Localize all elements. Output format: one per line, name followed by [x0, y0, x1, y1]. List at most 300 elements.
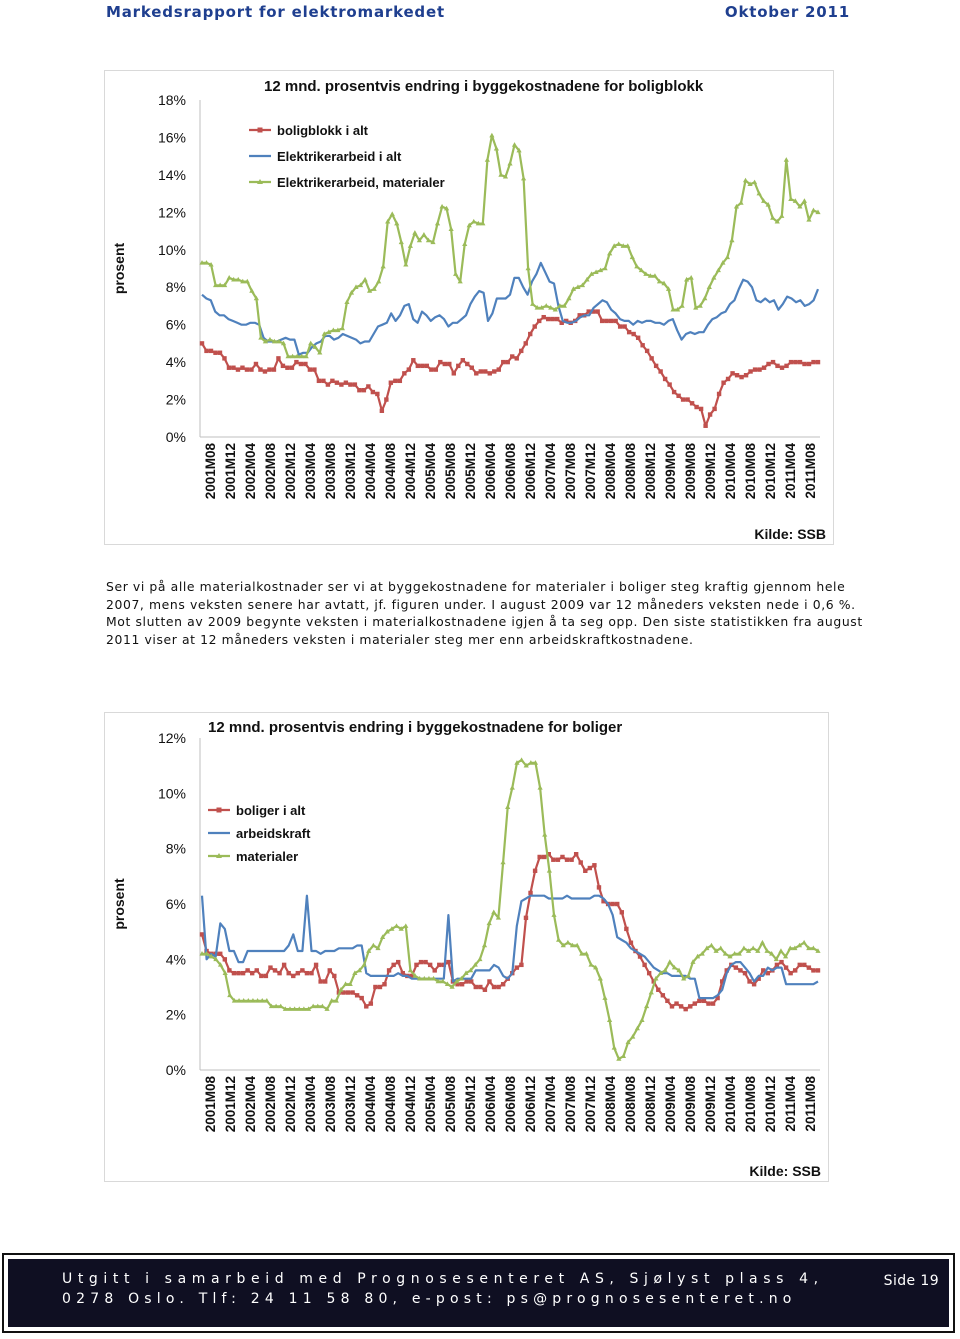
data-point-marker	[802, 362, 806, 366]
data-point-marker	[793, 968, 797, 972]
data-point-marker	[622, 324, 626, 328]
y-tick-label: 2%	[165, 391, 186, 408]
data-point-marker	[600, 319, 604, 323]
report-date: Oktober 2011	[724, 3, 850, 21]
x-tick-label: 2008M08	[623, 1076, 638, 1133]
x-tick-label: 2005M12	[463, 1076, 478, 1133]
data-point-marker	[780, 366, 784, 370]
x-tick-label: 2009M12	[703, 1076, 718, 1133]
data-point-marker	[346, 990, 350, 994]
x-tick-label: 2010M08	[743, 443, 758, 500]
data-point-marker	[515, 356, 519, 360]
data-point-marker	[323, 979, 327, 983]
data-point-marker	[360, 996, 364, 1000]
page-header	[0, 0, 960, 26]
data-point-marker	[387, 968, 391, 972]
data-point-marker	[357, 388, 361, 392]
data-point-marker	[294, 360, 298, 364]
data-point-marker	[328, 968, 332, 972]
x-tick-label: 2005M04	[423, 1076, 438, 1133]
data-point-marker	[560, 855, 564, 859]
data-point-marker	[685, 397, 689, 401]
legend-marker	[258, 128, 263, 133]
data-point-marker	[259, 974, 263, 978]
data-point-marker	[308, 367, 312, 371]
footer-band	[8, 1259, 949, 1327]
data-point-marker	[739, 375, 743, 379]
data-point-marker	[735, 373, 739, 377]
data-point-marker	[624, 927, 628, 931]
legend-marker	[217, 808, 222, 813]
data-point-marker	[583, 869, 587, 873]
data-point-marker	[730, 371, 734, 375]
data-point-marker	[398, 379, 402, 383]
x-tick-label: 2009M04	[663, 1076, 678, 1133]
data-point-marker	[524, 341, 528, 345]
data-point-marker	[290, 366, 294, 370]
page-footer	[2, 1253, 955, 1333]
data-point-marker	[703, 424, 707, 428]
data-point-marker	[712, 407, 716, 411]
data-point-marker	[227, 366, 231, 370]
data-point-marker	[483, 369, 487, 373]
data-point-marker	[382, 982, 386, 986]
y-tick-label: 8%	[165, 840, 186, 857]
x-tick-label: 2008M04	[603, 443, 618, 500]
legend-label: boliger i alt	[236, 803, 306, 818]
data-point-marker	[223, 957, 227, 961]
data-point-marker	[434, 367, 438, 371]
data-point-marker	[213, 351, 217, 355]
data-point-marker	[528, 332, 532, 336]
data-point-marker	[528, 891, 532, 895]
data-point-marker	[762, 366, 766, 370]
x-tick-label: 2008M12	[643, 443, 658, 500]
data-point-marker	[314, 963, 318, 967]
x-tick-label: 2002M08	[263, 443, 278, 500]
x-tick-label: 2007M12	[583, 1076, 598, 1133]
data-point-marker	[268, 965, 272, 969]
x-tick-label: 2007M12	[583, 443, 598, 500]
data-point-marker	[364, 1004, 368, 1008]
data-point-marker	[428, 963, 432, 967]
x-tick-label: 2011M08	[803, 1076, 818, 1132]
data-point-marker	[537, 319, 541, 323]
data-point-marker	[414, 963, 418, 967]
data-point-marker	[384, 397, 388, 401]
data-point-marker	[231, 366, 235, 370]
x-tick-label: 2002M04	[243, 443, 258, 500]
data-point-marker	[613, 319, 617, 323]
data-point-marker	[670, 1004, 674, 1008]
data-point-marker	[332, 974, 336, 978]
body-paragraph: Ser vi på alle materialkostnader ser vi at byggekostnadene for materialer i boliger steg kraftig gjennom hele 2007, mens veksten senere har avtatt, jf. figuren under. I august 2009 var 12 måneders veksten nede i 0,6 %. Mot slutten av 2009 begynte veksten i materialkostnadene igjen å ta seg opp. Den siste statistikken fra august 2011 viser at 12 måneders veksten i materialer steg mer enn arbeidskraftkostnadene.	[106, 579, 863, 647]
chart-boliger-svg	[104, 712, 829, 1182]
data-point-marker	[299, 362, 303, 366]
data-point-marker	[218, 351, 222, 355]
data-point-marker	[645, 349, 649, 353]
data-point-marker	[355, 993, 359, 997]
x-tick-label: 2004M04	[363, 443, 378, 500]
data-point-marker	[519, 963, 523, 967]
data-point-marker	[241, 971, 245, 975]
data-point-marker	[615, 902, 619, 906]
data-point-marker	[807, 965, 811, 969]
footer-line-1: Utgitt i samarbeid med Prognosesenteret AS, Sjølyst plass 4,	[62, 1271, 824, 1287]
y-tick-label: 6%	[165, 896, 186, 912]
data-point-marker	[492, 985, 496, 989]
data-point-marker	[519, 349, 523, 353]
data-point-marker	[460, 982, 464, 986]
data-point-marker	[788, 971, 792, 975]
data-point-marker	[309, 971, 313, 975]
data-point-marker	[699, 407, 703, 411]
data-point-marker	[497, 367, 501, 371]
data-point-marker	[658, 369, 662, 373]
data-point-marker	[317, 379, 321, 383]
data-point-marker	[510, 354, 514, 358]
data-point-marker	[464, 979, 468, 983]
data-point-marker	[631, 332, 635, 336]
chart-title: 12 mnd. prosentvis endring i byggekostnadene for boliger	[208, 719, 623, 736]
data-point-marker	[305, 971, 309, 975]
x-tick-label: 2008M12	[643, 1076, 658, 1133]
data-point-marker	[344, 381, 348, 385]
y-tick-label: 12%	[157, 730, 186, 746]
y-tick-label: 4%	[165, 354, 186, 371]
data-point-marker	[676, 394, 680, 398]
x-tick-label: 2005M12	[463, 443, 478, 500]
x-tick-label: 2004M12	[403, 1076, 418, 1133]
y-tick-label: 10%	[157, 785, 186, 802]
data-point-marker	[423, 960, 427, 964]
data-point-marker	[437, 963, 441, 967]
data-point-marker	[642, 963, 646, 967]
data-point-marker	[433, 968, 437, 972]
data-point-marker	[672, 390, 676, 394]
data-point-marker	[391, 963, 395, 967]
data-point-marker	[816, 968, 820, 972]
data-point-marker	[738, 968, 742, 972]
x-tick-label: 2001M12	[223, 1076, 238, 1133]
data-point-marker	[200, 932, 204, 936]
data-point-marker	[469, 979, 473, 983]
data-point-marker	[747, 979, 751, 983]
x-tick-label: 2004M08	[383, 1076, 398, 1133]
y-axis-label: prosent	[111, 878, 127, 930]
x-tick-label: 2006M04	[483, 1076, 498, 1133]
legend-label: Elektrikerarbeid, materialer	[277, 175, 445, 190]
x-tick-label: 2009M04	[663, 443, 678, 500]
x-tick-label: 2002M04	[243, 1076, 258, 1133]
data-point-marker	[318, 979, 322, 983]
data-point-marker	[604, 319, 608, 323]
data-point-marker	[258, 367, 262, 371]
x-tick-label: 2006M12	[523, 443, 538, 500]
data-point-marker	[267, 367, 271, 371]
data-point-marker	[273, 968, 277, 972]
data-point-marker	[492, 369, 496, 373]
data-point-marker	[362, 388, 366, 392]
data-point-marker	[654, 364, 658, 368]
data-point-marker	[276, 356, 280, 360]
data-point-marker	[595, 309, 599, 313]
data-point-marker	[649, 356, 653, 360]
data-point-marker	[771, 360, 775, 364]
chart-boligblokk-svg	[104, 70, 834, 545]
x-tick-label: 2010M08	[743, 1076, 758, 1133]
data-point-marker	[721, 381, 725, 385]
data-point-marker	[348, 382, 352, 386]
data-point-marker	[227, 968, 231, 972]
data-point-marker	[218, 952, 222, 956]
chart-title: 12 mnd. prosentvis endring i byggekostnadene for boligblokk	[264, 78, 704, 95]
y-tick-label: 14%	[157, 166, 186, 183]
x-tick-label: 2010M04	[723, 443, 738, 500]
data-point-marker	[551, 317, 555, 321]
data-point-marker	[784, 965, 788, 969]
data-point-marker	[296, 971, 300, 975]
x-tick-label: 2009M08	[683, 1076, 698, 1133]
data-point-marker	[784, 364, 788, 368]
chart-boliger	[104, 712, 829, 1182]
data-point-marker	[479, 369, 483, 373]
chart-source: Kilde: SSB	[749, 1163, 821, 1179]
x-tick-label: 2005M08	[443, 443, 458, 500]
data-point-marker	[263, 369, 267, 373]
data-point-marker	[446, 960, 450, 964]
x-tick-label: 2001M08	[203, 1076, 218, 1133]
data-point-marker	[396, 960, 400, 964]
x-tick-label: 2010M04	[723, 1076, 738, 1133]
data-point-marker	[501, 360, 505, 364]
data-point-marker	[245, 367, 249, 371]
legend-label: Elektrikerarbeid i alt	[277, 149, 402, 164]
data-point-marker	[282, 963, 286, 967]
data-point-marker	[798, 963, 802, 967]
x-tick-label: 2006M08	[503, 443, 518, 500]
data-point-marker	[222, 356, 226, 360]
data-point-marker	[255, 968, 259, 972]
data-point-marker	[542, 855, 546, 859]
data-point-marker	[807, 362, 811, 366]
data-point-marker	[326, 382, 330, 386]
data-point-marker	[443, 362, 447, 366]
data-point-marker	[793, 360, 797, 364]
data-point-marker	[312, 367, 316, 371]
y-tick-label: 10%	[157, 241, 186, 258]
data-point-marker	[452, 371, 456, 375]
x-tick-label: 2002M12	[283, 443, 298, 500]
data-point-marker	[272, 367, 276, 371]
data-point-marker	[537, 855, 541, 859]
data-point-marker	[667, 382, 671, 386]
data-point-marker	[389, 381, 393, 385]
data-point-marker	[483, 988, 487, 992]
x-tick-label: 2006M04	[483, 443, 498, 500]
data-point-marker	[663, 377, 667, 381]
data-point-marker	[620, 910, 624, 914]
data-point-marker	[556, 858, 560, 862]
legend-label: arbeidskraft	[236, 826, 311, 841]
data-point-marker	[744, 373, 748, 377]
y-tick-label: 0%	[165, 429, 186, 445]
data-point-marker	[501, 982, 505, 986]
data-point-marker	[706, 1001, 710, 1005]
y-tick-label: 0%	[165, 1062, 186, 1078]
data-point-marker	[373, 985, 377, 989]
data-point-marker	[789, 360, 793, 364]
x-tick-label: 2003M08	[323, 443, 338, 500]
chart-boligblokk	[104, 70, 834, 545]
x-tick-label: 2010M12	[763, 443, 778, 500]
x-tick-label: 2003M12	[343, 1076, 358, 1133]
data-point-marker	[277, 971, 281, 975]
x-tick-label: 2002M08	[263, 1076, 278, 1133]
data-point-marker	[753, 367, 757, 371]
data-point-marker	[688, 1004, 692, 1008]
data-point-marker	[232, 971, 236, 975]
x-tick-label: 2010M12	[763, 1076, 778, 1133]
data-point-marker	[702, 999, 706, 1003]
data-point-marker	[546, 317, 550, 321]
data-point-marker	[366, 384, 370, 388]
data-point-marker	[425, 364, 429, 368]
data-point-marker	[470, 366, 474, 370]
x-tick-label: 2006M08	[503, 1076, 518, 1133]
data-point-marker	[627, 330, 631, 334]
data-point-marker	[204, 349, 208, 353]
data-point-marker	[369, 1001, 373, 1005]
data-point-marker	[474, 371, 478, 375]
data-point-marker	[249, 367, 253, 371]
data-point-marker	[665, 999, 669, 1003]
y-tick-label: 12%	[157, 204, 186, 221]
legend-label: boligblokk i alt	[277, 123, 369, 138]
data-point-marker	[592, 863, 596, 867]
data-point-marker	[656, 988, 660, 992]
data-point-marker	[402, 371, 406, 375]
data-point-marker	[209, 349, 213, 353]
x-tick-label: 2004M04	[363, 1076, 378, 1133]
data-point-marker	[429, 367, 433, 371]
data-point-marker	[694, 405, 698, 409]
x-tick-label: 2006M12	[523, 1076, 538, 1133]
x-tick-label: 2009M12	[703, 443, 718, 500]
data-point-marker	[609, 319, 613, 323]
data-point-marker	[303, 362, 307, 366]
legend-label: materialer	[236, 849, 299, 864]
x-tick-label: 2004M08	[383, 443, 398, 500]
x-tick-label: 2007M08	[563, 1076, 578, 1133]
page-number: Side 19	[883, 1273, 939, 1289]
y-tick-label: 16%	[157, 129, 186, 146]
data-point-marker	[726, 377, 730, 381]
data-point-marker	[636, 336, 640, 340]
x-tick-label: 2005M08	[443, 1076, 458, 1133]
data-point-marker	[416, 364, 420, 368]
data-point-marker	[419, 960, 423, 964]
data-point-marker	[350, 990, 354, 994]
report-title: Markedsrapport for elektromarkedet	[106, 3, 445, 21]
data-point-marker	[487, 979, 491, 983]
data-point-marker	[708, 412, 712, 416]
data-point-marker	[798, 360, 802, 364]
data-point-marker	[779, 960, 783, 964]
y-tick-label: 4%	[165, 951, 186, 968]
x-tick-label: 2011M08	[803, 443, 818, 499]
data-point-marker	[339, 382, 343, 386]
data-point-marker	[775, 963, 779, 967]
data-point-marker	[757, 367, 761, 371]
data-point-marker	[291, 974, 295, 978]
x-tick-label: 2003M04	[303, 443, 318, 500]
data-point-marker	[496, 985, 500, 989]
y-tick-label: 18%	[157, 92, 186, 108]
data-point-marker	[353, 382, 357, 386]
data-point-marker	[610, 902, 614, 906]
data-point-marker	[321, 379, 325, 383]
data-point-marker	[281, 364, 285, 368]
chart-source: Kilde: SSB	[754, 526, 826, 542]
x-tick-label: 2007M08	[563, 443, 578, 500]
data-point-marker	[711, 1001, 715, 1005]
data-point-marker	[447, 362, 451, 366]
data-point-marker	[488, 371, 492, 375]
data-point-marker	[200, 341, 204, 345]
data-point-marker	[286, 971, 290, 975]
data-point-marker	[690, 401, 694, 405]
data-point-marker	[461, 358, 465, 362]
data-point-marker	[285, 366, 289, 370]
data-point-marker	[506, 360, 510, 364]
data-point-marker	[250, 971, 254, 975]
data-point-marker	[647, 971, 651, 975]
x-tick-label: 2003M08	[323, 1076, 338, 1133]
data-point-marker	[330, 379, 334, 383]
y-tick-label: 6%	[165, 316, 186, 333]
data-point-marker	[811, 360, 815, 364]
data-point-marker	[693, 1001, 697, 1005]
data-point-marker	[375, 392, 379, 396]
data-point-marker	[300, 968, 304, 972]
data-point-marker	[674, 1001, 678, 1005]
data-point-marker	[407, 367, 411, 371]
data-point-marker	[743, 971, 747, 975]
data-point-marker	[802, 963, 806, 967]
data-point-marker	[551, 858, 555, 862]
data-point-marker	[569, 858, 573, 862]
data-point-marker	[456, 364, 460, 368]
footer-line-2: 0278 Oslo. Tlf: 24 11 58 80, e-post: ps@prognosesenteret.no	[62, 1291, 797, 1307]
x-tick-label: 2009M08	[683, 443, 698, 500]
data-point-marker	[236, 367, 240, 371]
y-tick-label: 2%	[165, 1006, 186, 1023]
data-point-marker	[254, 362, 258, 366]
data-point-marker	[697, 999, 701, 1003]
data-point-marker	[393, 379, 397, 383]
data-point-marker	[661, 993, 665, 997]
data-point-marker	[734, 965, 738, 969]
x-tick-label: 2011M04	[783, 443, 798, 499]
x-tick-label: 2003M04	[303, 1076, 318, 1133]
data-point-marker	[542, 315, 546, 319]
data-point-marker	[811, 968, 815, 972]
data-point-marker	[524, 916, 528, 920]
x-tick-label: 2007M04	[543, 1076, 558, 1133]
data-point-marker	[597, 885, 601, 889]
y-axis-label: prosent	[111, 242, 127, 295]
